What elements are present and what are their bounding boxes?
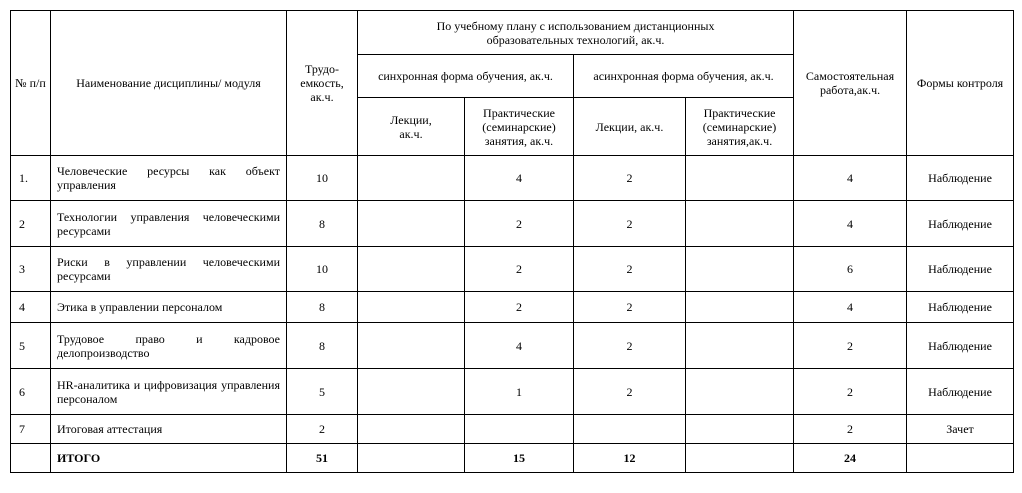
header-sync-group: синхронная форма обучения, ак.ч. bbox=[358, 55, 574, 98]
table-row bbox=[11, 201, 1014, 247]
row-async-lectures: 2 bbox=[574, 323, 686, 369]
header-labor: Трудо-емкость, ак.ч. bbox=[287, 11, 358, 156]
row-self-work: 4 bbox=[794, 156, 907, 201]
total-sync-lectures bbox=[358, 444, 465, 473]
row-sync-lectures bbox=[358, 369, 465, 415]
row-name: Технологии управления человеческими ресурсами bbox=[51, 201, 287, 247]
table-row bbox=[11, 415, 1014, 444]
table-row bbox=[11, 156, 1014, 201]
row-self-work: 2 bbox=[794, 369, 907, 415]
row-labor: 8 bbox=[287, 292, 358, 323]
row-name: Этика в управлении персоналом bbox=[51, 292, 287, 323]
row-control: Наблюдение bbox=[907, 201, 1014, 247]
row-async-lectures: 2 bbox=[574, 201, 686, 247]
row-sync-lectures bbox=[358, 156, 465, 201]
row-name: Человеческие ресурсы как объект управления bbox=[51, 156, 287, 201]
total-sync-practice: 15 bbox=[465, 444, 574, 473]
plan-group-label: По учебному плану с использованием дистанционных образовательных технологий, ак.ч. bbox=[436, 18, 715, 47]
row-self-work: 6 bbox=[794, 247, 907, 292]
sync-lectures-label: Лекции, ак.ч. bbox=[390, 112, 432, 141]
row-sync-lectures bbox=[358, 415, 465, 444]
header-async-lectures: Лекции, ак.ч. bbox=[574, 98, 686, 156]
row-num: 4 bbox=[11, 292, 51, 323]
total-labor: 51 bbox=[287, 444, 358, 473]
row-labor: 10 bbox=[287, 156, 358, 201]
row-sync-practice: 4 bbox=[465, 323, 574, 369]
header-async-group: асинхронная форма обучения, ак.ч. bbox=[574, 55, 794, 98]
total-num bbox=[11, 444, 51, 473]
header-plan-group bbox=[358, 11, 794, 55]
total-async-lectures: 12 bbox=[574, 444, 686, 473]
row-self-work: 4 bbox=[794, 292, 907, 323]
row-async-practice bbox=[686, 247, 794, 292]
row-self-work: 4 bbox=[794, 201, 907, 247]
row-control: Зачет bbox=[907, 415, 1014, 444]
table-row bbox=[11, 369, 1014, 415]
row-async-practice bbox=[686, 292, 794, 323]
row-sync-practice: 4 bbox=[465, 156, 574, 201]
row-async-lectures bbox=[574, 415, 686, 444]
row-sync-practice: 2 bbox=[465, 292, 574, 323]
header-self-work: Самостоятельная работа,ак.ч. bbox=[794, 11, 907, 156]
row-async-practice bbox=[686, 369, 794, 415]
row-sync-lectures bbox=[358, 247, 465, 292]
row-labor: 8 bbox=[287, 323, 358, 369]
header-name: Наименование дисциплины/ модуля bbox=[51, 11, 287, 156]
row-num: 6 bbox=[11, 369, 51, 415]
row-labor: 8 bbox=[287, 201, 358, 247]
header-num: № п/п bbox=[11, 11, 51, 156]
row-sync-practice: 1 bbox=[465, 369, 574, 415]
row-control: Наблюдение bbox=[907, 369, 1014, 415]
row-control: Наблюдение bbox=[907, 292, 1014, 323]
total-row bbox=[11, 444, 1014, 473]
row-name: Риски в управлении человеческими ресурсами bbox=[51, 247, 287, 292]
curriculum-table bbox=[10, 10, 1014, 473]
row-async-practice bbox=[686, 156, 794, 201]
row-num: 2 bbox=[11, 201, 51, 247]
total-async-practice bbox=[686, 444, 794, 473]
row-sync-lectures bbox=[358, 292, 465, 323]
row-labor: 5 bbox=[287, 369, 358, 415]
row-name: Трудовое право и кадровое делопроизводство bbox=[51, 323, 287, 369]
row-control: Наблюдение bbox=[907, 323, 1014, 369]
table-row bbox=[11, 292, 1014, 323]
row-async-practice bbox=[686, 323, 794, 369]
row-sync-practice: 2 bbox=[465, 247, 574, 292]
total-control bbox=[907, 444, 1014, 473]
header-sync-practice: Практические (семинарские) занятия, ак.ч. bbox=[465, 98, 574, 156]
row-self-work: 2 bbox=[794, 323, 907, 369]
row-control: Наблюдение bbox=[907, 247, 1014, 292]
row-num: 7 bbox=[11, 415, 51, 444]
row-async-practice bbox=[686, 201, 794, 247]
row-async-lectures: 2 bbox=[574, 292, 686, 323]
row-labor: 2 bbox=[287, 415, 358, 444]
row-async-lectures: 2 bbox=[574, 247, 686, 292]
row-num: 5 bbox=[11, 323, 51, 369]
row-sync-lectures bbox=[358, 323, 465, 369]
row-control: Наблюдение bbox=[907, 156, 1014, 201]
row-async-lectures: 2 bbox=[574, 156, 686, 201]
table-row bbox=[11, 247, 1014, 292]
header-control: Формы контроля bbox=[907, 11, 1014, 156]
header-async-practice: Практические (семинарские) занятия,ак.ч. bbox=[686, 98, 794, 156]
row-async-practice bbox=[686, 415, 794, 444]
row-name: HR-аналитика и цифровизация управления персоналом bbox=[51, 369, 287, 415]
row-name: Итоговая аттестация bbox=[51, 415, 287, 444]
row-self-work: 2 bbox=[794, 415, 907, 444]
row-num: 3 bbox=[11, 247, 51, 292]
row-sync-practice bbox=[465, 415, 574, 444]
row-sync-lectures bbox=[358, 201, 465, 247]
row-sync-practice: 2 bbox=[465, 201, 574, 247]
row-labor: 10 bbox=[287, 247, 358, 292]
header-sync-lectures bbox=[358, 98, 465, 156]
table-row bbox=[11, 323, 1014, 369]
total-label: ИТОГО bbox=[51, 444, 287, 473]
row-num: 1. bbox=[11, 156, 51, 201]
row-async-lectures: 2 bbox=[574, 369, 686, 415]
total-self-work: 24 bbox=[794, 444, 907, 473]
